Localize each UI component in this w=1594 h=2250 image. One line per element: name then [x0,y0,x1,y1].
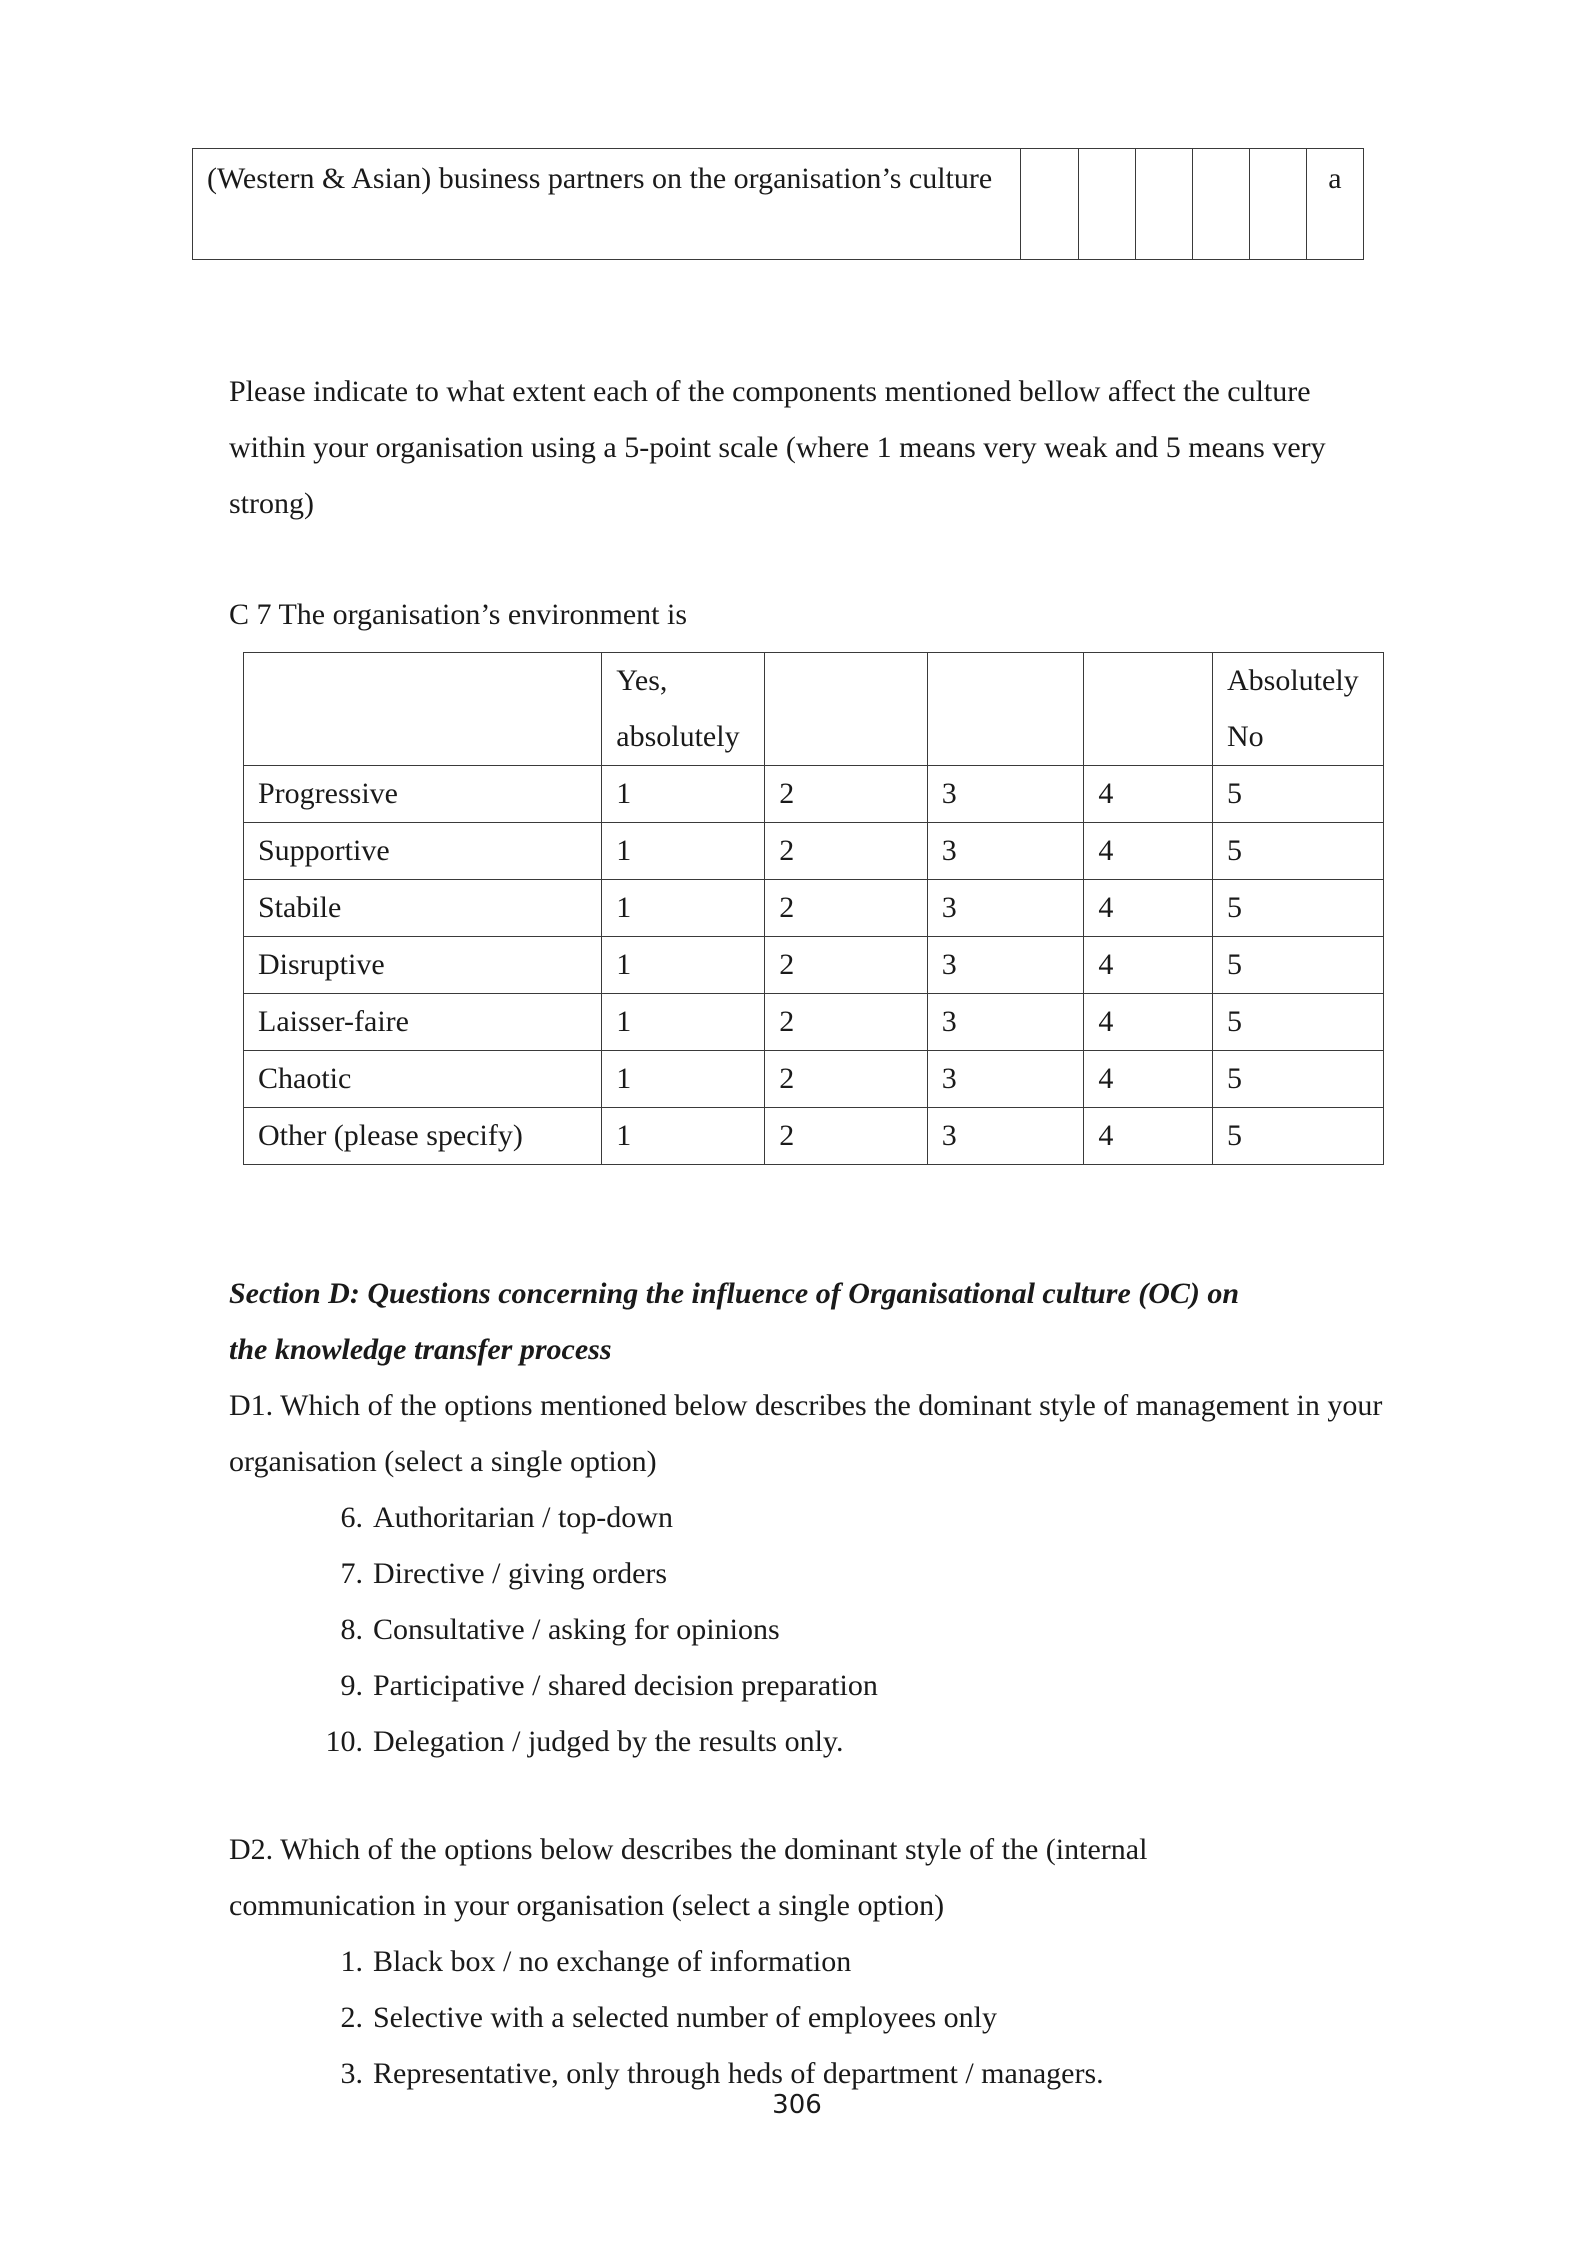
option-number: 3. [340,2057,363,2090]
option-number: 8. [340,1613,363,1646]
option-text: Directive / giving orders [373,1557,668,1590]
rating-option[interactable]: 4 [1084,937,1213,994]
rating-option[interactable]: 1 [602,766,765,823]
rating-cell [1192,149,1249,260]
table-row [193,149,1364,260]
option-text: Delegation / judged by the results only. [373,1725,844,1758]
top-table [192,148,1364,260]
option-text: Selective with a selected number of employees only [373,2001,997,2034]
rating-option[interactable]: 3 [927,766,1084,823]
rating-option[interactable]: 5 [1213,1051,1384,1108]
rating-option[interactable]: 5 [1213,880,1384,937]
rating-option[interactable]: 4 [1084,1051,1213,1108]
rating-cell [1306,149,1363,260]
option-number: 9. [340,1669,363,1702]
c7-table [243,652,1384,1165]
rating-option[interactable]: 2 [765,880,928,937]
rating-option[interactable]: 2 [765,1108,928,1165]
rating-option[interactable]: 2 [765,937,928,994]
list-item[interactable] [323,1658,878,1714]
rating-option[interactable]: 5 [1213,766,1384,823]
page-number: 306 [772,2090,822,2120]
list-item[interactable] [323,1990,1104,2046]
d1-options-list [323,1490,878,1770]
option-text: Authoritarian / top-down [373,1501,673,1534]
header-cell [244,653,602,766]
rating-option[interactable]: 3 [927,823,1084,880]
rating-option[interactable]: 2 [765,1051,928,1108]
table-row [244,994,1384,1051]
rating-option[interactable]: 2 [765,766,928,823]
rating-option[interactable]: 1 [602,880,765,937]
rating-option[interactable]: 2 [765,994,928,1051]
rating-cell [1135,149,1192,260]
header-cell: Yes, absolutely [602,653,765,766]
table-row [244,823,1384,880]
header-cell [927,653,1084,766]
option-number: 7. [340,1557,363,1590]
list-item[interactable] [323,1490,878,1546]
option-number: 6. [340,1501,363,1534]
option-text: Black box / no exchange of information [373,1945,852,1978]
header-cell [765,653,928,766]
rating-option[interactable]: 1 [602,937,765,994]
instructions-paragraph: Please indicate to what extent each of the components mentioned bellow affect the culture within your organisation using a 5-point scale (where 1 means very weak and 5 means very strong) [229,375,1326,520]
option-number: 2. [340,2001,363,2034]
table-header-row [244,653,1384,766]
d1-question: D1. Which of the options mentioned below describes the dominant style of management in your organisation (select a single option) [229,1389,1383,1478]
table-row [244,880,1384,937]
rating-option[interactable]: 5 [1213,994,1384,1051]
rating-option[interactable]: 4 [1084,1108,1213,1165]
list-item[interactable] [323,1714,878,1770]
rating-option[interactable]: 1 [602,823,765,880]
rating-option[interactable]: 5 [1213,1108,1384,1165]
header-cell [1084,653,1213,766]
row-label-cell [193,149,1021,260]
rating-option[interactable]: 4 [1084,766,1213,823]
rating-cell-text: a [1328,162,1342,195]
rating-option[interactable]: 1 [602,1108,765,1165]
rating-cell [1021,149,1078,260]
row-label: Disruptive [244,937,602,994]
option-number: 10. [325,1725,363,1758]
d2-question: D2. Which of the options below describes the dominant style of the (internal communication in your organisation (select a single option) [229,1833,1148,1922]
header-cell: Absolutely No [1213,653,1384,766]
rating-option[interactable]: 5 [1213,823,1384,880]
row-label: Chaotic [244,1051,602,1108]
section-d-heading-line2: the knowledge transfer process [229,1333,612,1366]
option-text: Consultative / asking for opinions [373,1613,780,1646]
table-row [244,766,1384,823]
rating-cell [1078,149,1135,260]
rating-option[interactable]: 3 [927,937,1084,994]
option-number: 1. [340,1945,363,1978]
row-label: Laisser-faire [244,994,602,1051]
section-d-heading-line1: Section D: Questions concerning the influence of Organisational culture (OC) on [229,1277,1240,1310]
row-label: (Western & Asian) business partners on the organisation’s culture [207,162,993,195]
rating-option[interactable]: 2 [765,823,928,880]
c7-title: C 7 The organisation’s environment is [229,598,688,631]
option-text: Representative, only through heds of department / managers. [373,2057,1104,2090]
d2-options-list [323,1934,1104,2102]
row-label: Supportive [244,823,602,880]
rating-option[interactable]: 4 [1084,994,1213,1051]
rating-option[interactable]: 1 [602,994,765,1051]
list-item[interactable] [323,1934,1104,1990]
table-row [244,1108,1384,1165]
table-row [244,937,1384,994]
table-row [244,1051,1384,1108]
rating-option[interactable]: 1 [602,1051,765,1108]
rating-option[interactable]: 3 [927,994,1084,1051]
rating-option[interactable]: 3 [927,1051,1084,1108]
list-item[interactable] [323,1546,878,1602]
section-d-heading [229,1266,1389,1378]
row-label: Stabile [244,880,602,937]
rating-cell [1249,149,1306,260]
list-item[interactable] [323,1602,878,1658]
rating-option[interactable]: 4 [1084,823,1213,880]
rating-option[interactable]: 4 [1084,880,1213,937]
option-text: Participative / shared decision preparation [373,1669,878,1702]
row-label: Other (please specify) [244,1108,602,1165]
rating-option[interactable]: 3 [927,880,1084,937]
row-label: Progressive [244,766,602,823]
rating-option[interactable]: 3 [927,1108,1084,1165]
rating-option[interactable]: 5 [1213,937,1384,994]
